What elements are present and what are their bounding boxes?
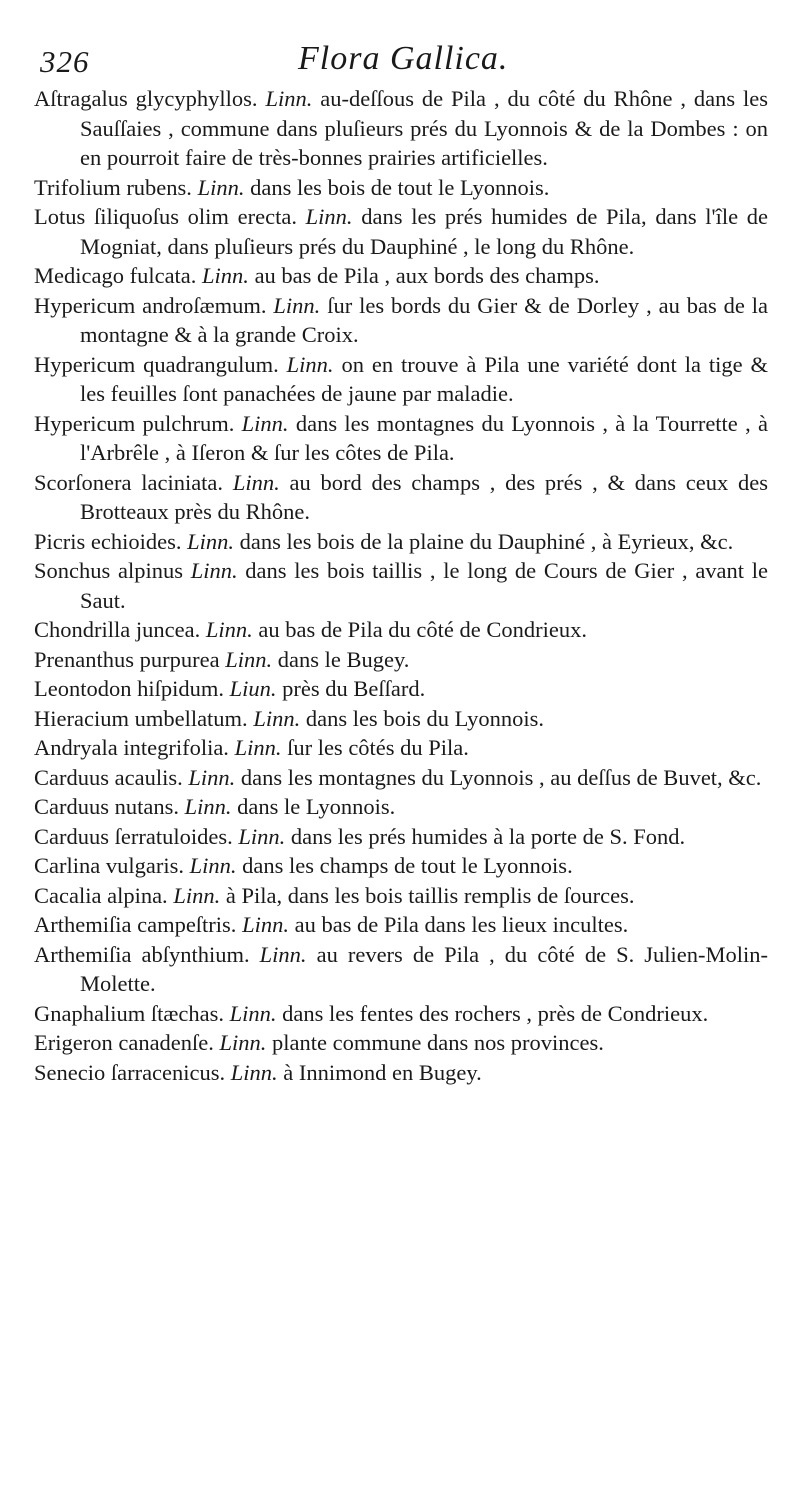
entry <box>34 881 768 911</box>
entry-list <box>34 84 768 1087</box>
authority: Linn. <box>234 735 282 760</box>
running-title: Flora Gallica. <box>298 40 509 77</box>
entry-text: au bas de Pila , aux bords des champs. <box>254 263 600 288</box>
species-name: Hieracium umbellatum. <box>34 705 248 731</box>
authority: Linn. <box>188 764 236 790</box>
entry <box>34 792 768 822</box>
entry-text: dans le Lyonnois. <box>237 794 396 819</box>
species-name: Erigeron canadenſe. <box>34 1030 214 1055</box>
species-name: Sonchus alpinus <box>34 558 183 583</box>
species-name: Cacalia alpina. <box>34 882 168 908</box>
authority: Linn. <box>286 351 334 377</box>
species-name: Hypericum pulchrum. <box>34 410 235 436</box>
entry <box>34 527 768 557</box>
entry <box>34 704 768 734</box>
entry-text: à Innimond en Bugey. <box>283 1059 482 1085</box>
authority: Liun. <box>229 676 277 701</box>
authority: Linn. <box>229 1000 277 1026</box>
entry-text: au bas de Pila dans les lieux incultes. <box>294 912 629 937</box>
entry-text: ſur les bords du Gier & de Dorley , au bas de la montagne & à la grande Croix. <box>80 292 768 347</box>
species-name: Lotus ſiliquoſus olim erecta. <box>34 204 297 229</box>
entry-text: on en trouve à Pila une variété dont la tige & les feuilles ſont panachées de jaune par maladie. <box>80 351 769 406</box>
entry <box>34 645 768 675</box>
authority: Linn. <box>219 1030 267 1055</box>
authority: Linn. <box>259 941 307 967</box>
entry <box>34 556 768 615</box>
entry <box>34 910 768 940</box>
entry-text: dans les champs de tout le Lyonnois. <box>242 853 573 878</box>
entry <box>34 84 768 173</box>
entry <box>34 1028 768 1058</box>
entry-text: plante commune dans nos provinces. <box>272 1030 604 1055</box>
authority: Linn. <box>305 204 353 229</box>
entry <box>34 291 768 350</box>
species-name: Hypericum androſæmum. <box>34 292 267 318</box>
species-name: Arthemiſia abſynthium. <box>34 941 250 967</box>
species-name: Scorſonera laciniata. <box>34 469 224 495</box>
entry <box>34 202 768 261</box>
entry-text: dans les montagnes du Lyonnois , à la Tourrette , à l'Arbrêle , à Iſeron & ſur les côtes de Pila. <box>80 410 768 465</box>
entry-text: au bord des champs , des prés , & dans ceux des Brotteaux près du Rhône. <box>80 469 769 524</box>
authority: Linn. <box>190 558 238 583</box>
authority: Linn. <box>238 823 286 849</box>
entry-text: dans les prés humides de Pila, dans l'île de Mogniat, dans pluſieurs prés du Dauphiné , le long du Rhône. <box>80 204 769 259</box>
species-name: Gnaphalium ſtæchas. <box>34 1000 224 1026</box>
entry <box>34 999 768 1029</box>
species-name: Picris echioides. <box>34 528 182 554</box>
species-name: Carlina vulgaris. <box>34 853 184 878</box>
authority: Linn. <box>184 794 232 819</box>
entry <box>34 674 768 704</box>
authority: Linn. <box>241 410 289 436</box>
species-name: Trifolium rubens. <box>34 174 192 200</box>
authority: Linn. <box>225 646 273 672</box>
authority: Linn. <box>253 705 301 731</box>
species-name: Hypericum quadrangulum. <box>34 351 279 377</box>
authority: Linn. <box>242 912 289 937</box>
species-name: Carduus acaulis. <box>34 764 183 790</box>
entry-text: dans le Bugey. <box>277 646 410 672</box>
species-name: Leontodon hiſpidum. <box>34 676 224 701</box>
page-header <box>40 40 760 84</box>
authority: Linn. <box>187 528 234 554</box>
species-name: Chondrilla juncea. <box>34 617 201 642</box>
species-name: Carduus nutans. <box>34 794 179 819</box>
page-number: 326 <box>40 44 90 79</box>
authority: Linn. <box>230 1059 278 1085</box>
entry-text: au revers de Pila , du côté de S. Julien-Molin-Molette. <box>80 941 769 996</box>
entry <box>34 350 768 409</box>
entry-text: dans les montagnes du Lyonnois , au deſſus de Buvet, &c. <box>240 764 762 790</box>
species-name: Arthemiſia campeſtris. <box>34 912 237 937</box>
authority: Linn. <box>202 263 249 288</box>
entry-text: dans les bois de la plaine du Dauphiné , à Eyrieux, &c. <box>239 528 734 554</box>
entry <box>34 733 768 763</box>
species-name: Andryala integrifolia. <box>34 735 229 760</box>
entry-text: ſur les côtés du Pila. <box>287 735 469 760</box>
authority: Linn. <box>265 86 313 111</box>
entry-text: au bas de Pila du côté de Condrieux. <box>258 617 588 642</box>
entry-text: à Pila, dans les bois taillis remplis de ſources. <box>225 882 635 908</box>
authority: Linn. <box>232 469 280 495</box>
entry <box>34 822 768 852</box>
authority: Linn. <box>273 292 321 318</box>
authority: Linn. <box>197 174 245 200</box>
species-name: Medicago fulcata. <box>34 263 197 288</box>
entry <box>34 615 768 645</box>
entry <box>34 763 768 793</box>
entry-text: dans les bois de tout le Lyonnois. <box>250 174 550 200</box>
species-name: Senecio ſarracenicus. <box>34 1059 226 1085</box>
entry-text: dans les bois du Lyonnois. <box>305 705 544 731</box>
authority: Linn. <box>189 853 237 878</box>
species-name: Aſtragalus glycyphyllos. <box>34 86 258 111</box>
authority: Linn. <box>205 617 253 642</box>
entry <box>34 1058 768 1088</box>
species-name: Prenanthus purpurea <box>34 646 220 672</box>
entry-text: près du Beſſard. <box>282 676 426 701</box>
entry <box>34 261 768 291</box>
authority: Linn. <box>173 882 221 908</box>
entry <box>34 940 768 999</box>
species-name: Carduus ſerratuloides. <box>34 823 233 849</box>
entry <box>34 851 768 881</box>
entry <box>34 468 768 527</box>
entry <box>34 173 768 203</box>
entry <box>34 409 768 468</box>
entry-text: dans les prés humides à la porte de S. Fond. <box>290 823 686 849</box>
entry-text: dans les fentes des rochers , près de Condrieux. <box>282 1000 709 1026</box>
entry-text: dans les bois taillis , le long de Cours de Gier , avant le Saut. <box>80 558 768 613</box>
entry-text: au-deſſous de Pila , du côté du Rhône , dans les Sauſſaies , commune dans pluſieurs prés du Lyonnois & de la Dombes : on en pourroit faire de très-bonnes prairies artificielles. <box>80 86 769 170</box>
